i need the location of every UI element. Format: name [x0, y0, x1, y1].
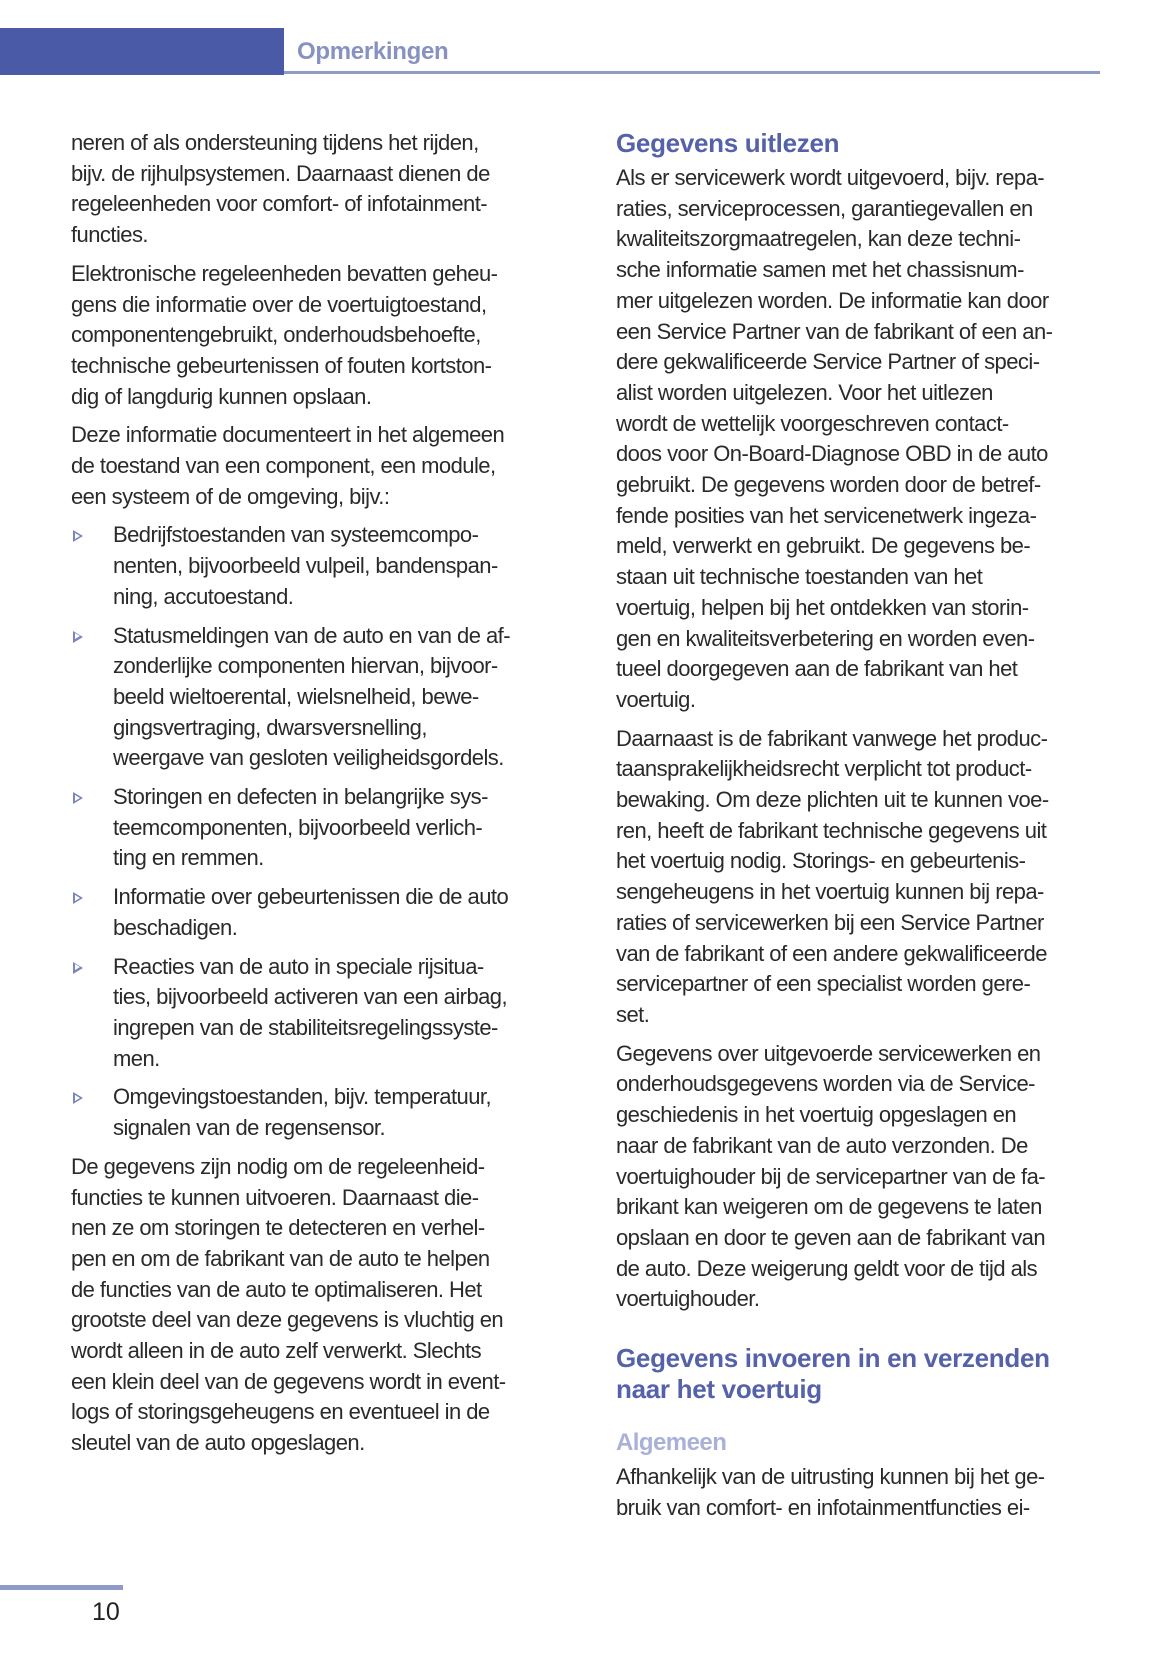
- text-line: bijv. de rijhulpsystemen. Daarnaast dienen de: [71, 160, 490, 186]
- text-line: neren of als ondersteuning tijdens het rijden,: [71, 130, 479, 155]
- text-line: set.: [616, 1001, 650, 1027]
- text-line: ties, bijvoorbeeld activeren van een airbag,: [113, 984, 508, 1010]
- text-line: sengeheugens in het voertuig kunnen bij repa-: [616, 879, 1044, 905]
- text-line: beschadigen.: [113, 914, 238, 940]
- text-line: logs of storingsgeheugens en eventueel in de: [71, 1399, 490, 1425]
- triangle-bullet-icon: [73, 792, 83, 804]
- bullet-item: [71, 952, 591, 1075]
- text-line: alist worden uitgelezen. Voor het uitlezen: [616, 379, 993, 405]
- section-heading: [616, 1343, 1136, 1405]
- text-line: voertuig, helpen bij het ontdekken van storin-: [616, 594, 1029, 620]
- text-line: Algemeen: [616, 1429, 727, 1457]
- text-line: voertuighouder bij de servicepartner van de fa-: [616, 1163, 1046, 1189]
- section-title: Opmerkingen: [297, 38, 449, 65]
- paragraph: [71, 1152, 591, 1459]
- text-line: Reacties van de auto in speciale rijsitua-: [113, 953, 484, 979]
- text-line: mer uitgelezen worden. De informatie kan door: [616, 287, 1049, 313]
- text-line: gingsvertraging, dwarsversnelling,: [113, 714, 427, 740]
- text-line: de auto. Deze weigerung geldt voor de tijd als: [616, 1255, 1038, 1281]
- text-line: ting en remmen.: [113, 845, 264, 871]
- left-column: [71, 128, 591, 1467]
- text-line: wordt de wettelijk voorgeschreven contact-: [616, 410, 1009, 436]
- page-number: 10: [92, 1598, 120, 1626]
- bullet-item: [71, 882, 591, 943]
- text-line: Gegevens invoeren in en verzenden: [616, 1343, 1050, 1374]
- text-line: ingrepen van de stabiliteitsregelingssyste-: [113, 1014, 498, 1040]
- bullet-item: [71, 782, 591, 874]
- text-line: een systeem of de omgeving, bijv.:: [71, 483, 390, 509]
- text-line: regeleenheden voor comfort- of infotainment-: [71, 191, 488, 217]
- text-line: Bedrijfstoestanden van systeemcompo-: [113, 522, 479, 548]
- footer-rule: [0, 1585, 123, 1590]
- text-line: Deze informatie documenteert in het algemeen: [71, 422, 505, 448]
- triangle-bullet-icon: [73, 1092, 83, 1104]
- text-line: de functies van de auto te optimaliseren. Het: [71, 1276, 482, 1302]
- text-line: staan uit technische toestanden van het: [616, 564, 983, 590]
- text-line: sleutel van de auto opgeslagen.: [71, 1430, 365, 1456]
- text-line: ning, accutoestand.: [113, 583, 294, 609]
- triangle-bullet-icon: [73, 892, 83, 904]
- text-line: bruik van comfort- en infotainmentfuncties ei-: [616, 1494, 1030, 1520]
- text-line: voertuighouder.: [616, 1286, 760, 1312]
- subheading: [616, 1427, 1136, 1458]
- text-line: brikant kan weigeren om de gegevens te laten: [616, 1194, 1042, 1220]
- text-line: grootste deel van deze gegevens is vluchtig en: [71, 1307, 504, 1333]
- text-line: gens die informatie over de voertuigtoestand,: [71, 291, 487, 317]
- text-line: Omgevingstoestanden, bijv. temperatuur,: [113, 1084, 492, 1110]
- text-line: functies.: [71, 222, 148, 248]
- text-line: fende posities van het servicenetwerk ingeza-: [616, 502, 1037, 528]
- text-line: het voertuig nodig. Storings- en gebeurtenis-: [616, 848, 1026, 874]
- text-line: signalen van de regensensor.: [113, 1115, 386, 1141]
- section-heading: [616, 128, 1136, 159]
- paragraph: [616, 724, 1136, 1031]
- paragraph: [616, 1039, 1136, 1315]
- bullet-item: [71, 520, 591, 612]
- paragraph: [71, 128, 591, 251]
- text-line: men.: [113, 1045, 160, 1071]
- text-line: bewaking. Om deze plichten uit te kunnen voe-: [616, 787, 1049, 813]
- text-line: Als er servicewerk wordt uitgevoerd, bijv. repa-: [616, 165, 1045, 190]
- text-line: raties of servicewerken bij een Service Partner: [616, 909, 1044, 935]
- text-line: technische gebeurtenissen of fouten kortston-: [71, 352, 492, 378]
- bullet-item: [71, 1082, 591, 1143]
- text-line: functies te kunnen uitvoeren. Daarnaast die-: [71, 1184, 479, 1210]
- text-line: geschiedenis in het voertuig opgeslagen en: [616, 1102, 1017, 1128]
- triangle-bullet-icon: [73, 631, 83, 643]
- text-line: Gegevens uitlezen: [616, 128, 840, 158]
- text-line: nen ze om storingen te detecteren en verhel-: [71, 1215, 485, 1241]
- text-line: raties, serviceprocessen, garantiegevallen en: [616, 195, 1033, 221]
- text-line: een Service Partner van de fabrikant of een an-: [616, 318, 1053, 344]
- triangle-bullet-icon: [73, 530, 83, 542]
- text-line: nenten, bijvoorbeeld vulpeil, bandenspan-: [113, 553, 498, 579]
- text-line: Informatie over gebeurtenissen die de auto: [113, 884, 509, 910]
- text-line: naar de fabrikant van de auto verzonden. De: [616, 1132, 1028, 1158]
- text-line: wordt alleen in de auto zelf verwerkt. Slechts: [71, 1338, 482, 1364]
- text-line: tueel doorgegeven aan de fabrikant van het: [616, 656, 1018, 682]
- bullet-item: [71, 621, 591, 775]
- text-line: Elektronische regeleenheden bevatten geheu-: [71, 260, 498, 286]
- text-line: teemcomponenten, bijvoorbeeld verlich-: [113, 814, 483, 840]
- text-line: gebruikt. De gegevens worden door de betref-: [616, 472, 1041, 498]
- text-line: dere gekwalificeerde Service Partner of speci-: [616, 349, 1040, 375]
- text-line: opslaan en door te geven aan de fabrikant van: [616, 1224, 1046, 1250]
- paragraph: [616, 1462, 1136, 1523]
- text-line: Statusmeldingen van de auto en van de af-: [113, 622, 510, 648]
- text-line: weergave van gesloten veiligheidsgordels.: [113, 745, 504, 771]
- text-line: meld, verwerkt en gebruikt. De gegevens be-: [616, 533, 1031, 559]
- text-line: gen en kwaliteitsverbetering en worden even-: [616, 625, 1035, 651]
- text-line: Storingen en defecten in belangrijke sys-: [113, 784, 488, 810]
- text-line: Afhankelijk van de uitrusting kunnen bij het ge-: [616, 1464, 1045, 1490]
- text-line: naar het voertuig: [616, 1374, 822, 1405]
- text-line: componentengebruikt, onderhoudsbehoefte,: [71, 322, 481, 348]
- text-line: zonderlijke componenten hiervan, bijvoor-: [113, 653, 498, 679]
- text-line: dig of langdurig kunnen opslaan.: [71, 383, 372, 409]
- text-line: pen en om de fabrikant van de auto te helpen: [71, 1245, 490, 1271]
- header-rule: [284, 71, 1100, 74]
- paragraph: [71, 420, 591, 512]
- text-line: Gegevens over uitgevoerde servicewerken en: [616, 1040, 1041, 1066]
- text-line: ren, heeft de fabrikant technische gegevens uit: [616, 817, 1047, 843]
- text-line: van de fabrikant of een andere gekwalificeerde: [616, 940, 1047, 966]
- text-line: kwaliteitszorgmaatregelen, kan deze techni-: [616, 226, 1021, 252]
- text-line: Daarnaast is de fabrikant vanwege het produc-: [616, 725, 1048, 751]
- text-line: een klein deel van de gegevens wordt in event-: [71, 1368, 506, 1394]
- text-line: servicepartner of een specialist worden gere-: [616, 971, 1031, 997]
- text-line: sche informatie samen met het chassisnum-: [616, 257, 1024, 283]
- header-color-block: [0, 28, 284, 75]
- text-line: doos voor On-Board-Diagnose OBD in de auto: [616, 441, 1048, 467]
- text-line: de toestand van een component, een module,: [71, 453, 496, 479]
- text-line: beeld wieltoerental, wielsnelheid, bewe-: [113, 683, 479, 709]
- text-line: De gegevens zijn nodig om de regeleenheid-: [71, 1153, 485, 1179]
- paragraph: [71, 259, 591, 413]
- right-column: [616, 128, 1136, 1531]
- text-line: voertuig.: [616, 686, 696, 712]
- text-line: onderhoudsgegevens worden via de Service-: [616, 1071, 1035, 1097]
- text-line: taansprakelijkheidsrecht verplicht tot product-: [616, 756, 1032, 782]
- triangle-bullet-icon: [73, 962, 83, 974]
- paragraph: [616, 163, 1136, 716]
